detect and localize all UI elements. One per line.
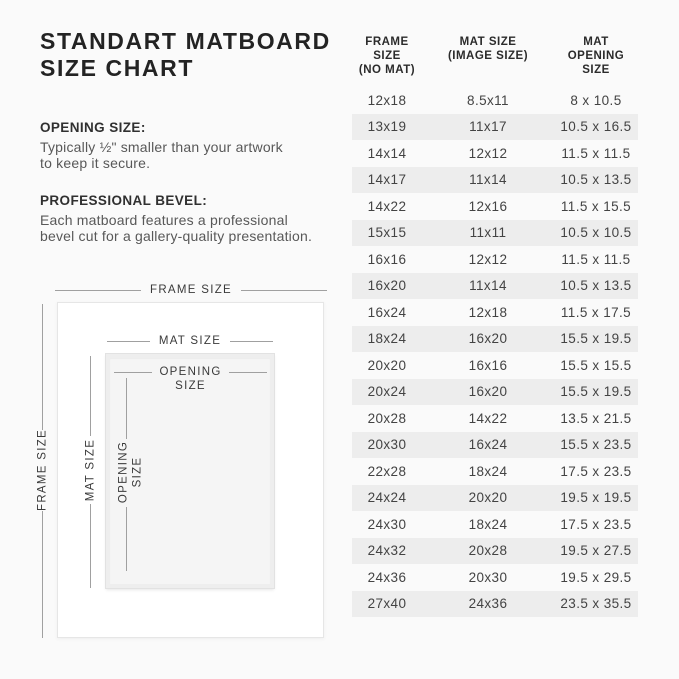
mat-size-vertical-line-bottom [90,504,91,588]
frame-size-cell: 24x24 [367,490,407,506]
mat-opening-cell: 10.5 x 16.5 [560,119,632,135]
table-row [352,273,638,300]
column-header-mat-size-line1: MAT SIZE [459,36,517,48]
mat-opening-cell: 11.5 x 11.5 [561,251,631,267]
professional-bevel-body-line2: bevel cut for a gallery-quality presentation. [40,227,313,244]
frame-size-cell: 12x18 [367,92,407,108]
page-title-line1: STANDART MATBOARD [40,28,331,54]
table-row [352,193,638,220]
mat-size-label-left: MAT SIZE [84,438,97,502]
table-row [352,485,638,512]
column-header-frame-size-line2: (NO MAT) [358,64,416,76]
frame-size-cell: 20x30 [367,437,407,453]
mat-size-cell: 16x20 [468,331,508,347]
column-header-mat-size [422,35,554,77]
mat-size-cell: 20x20 [468,490,508,506]
table-row [352,220,638,247]
frame-size-cell: 24x36 [367,569,407,585]
mat-size-vertical-line-top [90,356,91,436]
opening-size-left-line2: SIZE [131,456,143,488]
table-row [352,458,638,485]
opening-size-left-line1: OPENING [117,440,130,504]
frame-size-vertical-line-bottom [42,511,43,638]
mat-size-horizontal-dimension [107,335,273,347]
dimension-line [230,341,273,342]
opening-size-label-line2: SIZE [175,379,206,392]
mat-size-cell: 11x11 [469,225,507,241]
mat-opening-cell: 23.5 x 35.5 [560,596,632,612]
table-row [352,326,638,353]
table-row [352,511,638,538]
mat-opening-cell: 15.5 x 23.5 [560,437,632,453]
mat-size-label-top: MAT SIZE [158,335,222,347]
column-header-frame-size-line1: FRAME SIZE [365,36,409,62]
professional-bevel-body-line1: Each matboard features a professional [40,212,288,228]
professional-bevel-heading: PROFESSIONAL BEVEL: [40,193,208,208]
professional-bevel-section [40,193,340,244]
frame-size-vertical-line-top [42,304,43,430]
page-title-line2: SIZE CHART [40,55,194,81]
frame-size-cell: 18x24 [367,331,407,347]
mat-opening-cell: 19.5 x 27.5 [560,543,632,559]
mat-opening-cell: 19.5 x 19.5 [560,490,632,506]
dimension-line [114,372,152,373]
mat-opening-cell: 19.5 x 29.5 [560,569,632,585]
column-header-mat-opening-line2: SIZE [582,64,610,76]
mat-size-cell: 14x22 [468,410,508,426]
mat-size-cell: 16x24 [468,437,508,453]
opening-size-label-left [118,441,145,503]
mat-opening-cell: 15.5 x 15.5 [560,357,632,373]
mat-opening-cell: 11.5 x 17.5 [560,304,632,320]
table-row [352,299,638,326]
frame-size-cell: 16x16 [367,251,407,267]
frame-size-label-left: FRAME SIZE [36,428,49,512]
frame-size-horizontal-dimension [55,284,327,296]
table-row [352,352,638,379]
frame-size-cell: 16x24 [367,304,407,320]
mat-size-cell: 11x14 [469,278,507,294]
mat-opening-cell: 11.5 x 11.5 [561,145,631,161]
dimension-line [55,290,141,291]
mat-opening-cell: 10.5 x 10.5 [560,225,632,241]
opening-size-vertical-line-top [126,378,127,439]
frame-size-cell: 20x28 [367,410,407,426]
page-title [40,28,331,82]
table-row [352,246,638,273]
mat-opening-cell: 17.5 x 23.5 [560,516,632,532]
column-header-mat-size-line2: (IMAGE SIZE) [447,50,529,62]
opening-size-vertical-line-bottom [126,507,127,571]
mat-size-cell: 8.5x11 [467,92,509,108]
mat-opening-cell: 11.5 x 15.5 [560,198,632,214]
mat-size-cell: 18x24 [468,516,508,532]
frame-size-cell: 27x40 [367,596,407,612]
frame-size-cell: 13x19 [367,119,407,135]
dimension-line [107,341,150,342]
mat-size-cell: 18x24 [468,463,508,479]
mat-opening-cell: 8 x 10.5 [570,92,622,108]
table-row [352,564,638,591]
mat-size-cell: 12x12 [468,251,508,267]
opening-size-horizontal-dimension [114,366,267,393]
mat-opening-cell: 10.5 x 13.5 [560,172,632,188]
mat-opening-cell: 15.5 x 19.5 [560,331,632,347]
mat-size-cell: 20x28 [468,543,508,559]
column-header-mat-opening-line1: MAT OPENING [567,36,625,62]
mat-opening-cell: 15.5 x 19.5 [560,384,632,400]
opening-size-label-top [152,366,228,393]
table-row [352,114,638,141]
opening-size-label-line1: OPENING [159,366,222,378]
table-row [352,432,638,459]
frame-size-cell: 15x15 [367,225,407,241]
opening-size-body-line1: Typically ½" smaller than your artwork [40,139,283,155]
mat-opening-cell: 13.5 x 21.5 [560,410,632,426]
mat-size-cell: 11x17 [469,119,507,135]
frame-size-cell: 20x20 [367,357,407,373]
frame-size-cell: 22x28 [367,463,407,479]
mat-size-cell: 12x16 [468,198,508,214]
table-row [352,167,638,194]
table-row [352,538,638,565]
size-table-body [352,87,638,617]
column-header-mat-opening [554,35,638,77]
frame-size-cell: 14x14 [367,145,407,161]
mat-opening-cell: 17.5 x 23.5 [560,463,632,479]
frame-size-label-top: FRAME SIZE [150,284,233,296]
dimension-line [241,290,327,291]
frame-size-cell: 24x30 [367,516,407,532]
mat-size-cell: 24x36 [468,596,508,612]
mat-opening-cell: 10.5 x 13.5 [560,278,632,294]
frame-size-cell: 24x32 [367,543,407,559]
mat-size-cell: 12x18 [468,304,508,320]
opening-size-section [40,120,340,171]
mat-size-cell: 16x20 [468,384,508,400]
frame-size-cell: 14x17 [367,172,407,188]
mat-size-cell: 16x16 [468,357,508,373]
opening-size-heading: OPENING SIZE: [40,120,146,135]
dimension-line [229,372,267,373]
table-row [352,140,638,167]
table-row [352,591,638,618]
table-row [352,405,638,432]
table-row [352,379,638,406]
frame-size-cell: 20x24 [367,384,407,400]
opening-size-body-line2: to keep it secure. [40,154,151,171]
column-header-frame-size [352,35,422,77]
mat-size-cell: 20x30 [468,569,508,585]
mat-size-cell: 12x12 [468,145,508,161]
frame-size-cell: 14x22 [367,198,407,214]
mat-size-cell: 11x14 [469,172,507,188]
size-table-header [352,35,638,77]
table-row [352,87,638,114]
frame-size-cell: 16x20 [367,278,407,294]
